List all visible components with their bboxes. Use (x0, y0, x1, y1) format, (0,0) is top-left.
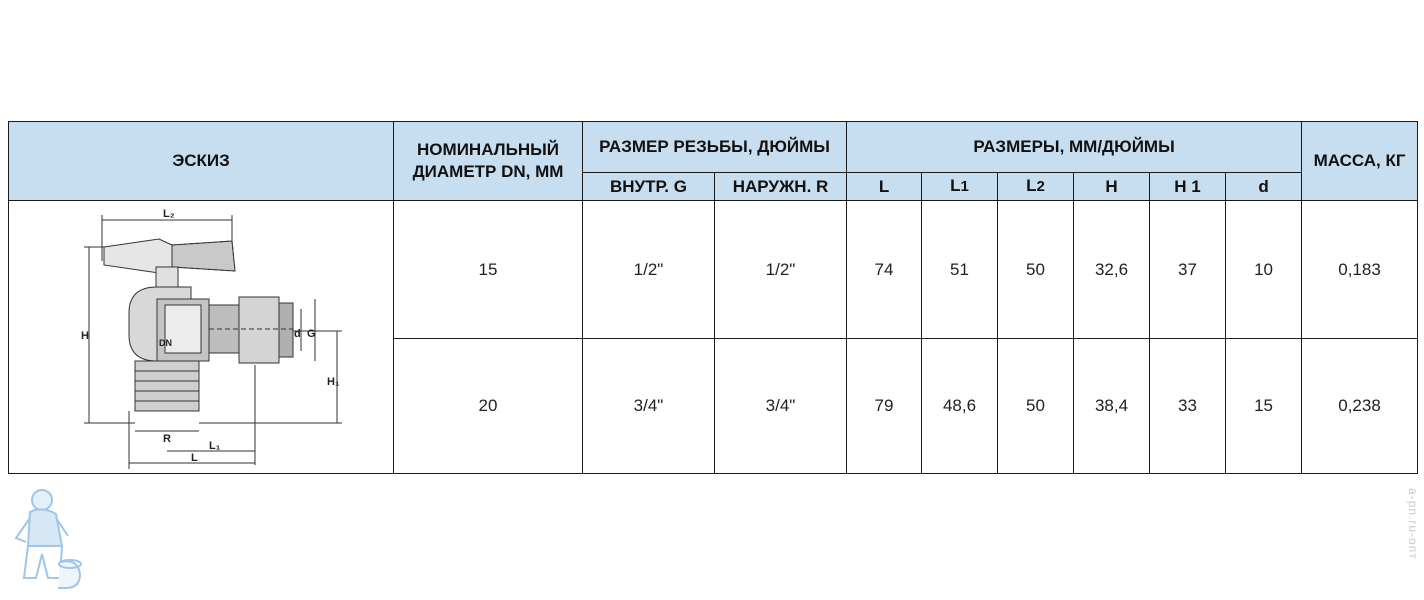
cell-mass: 0,238 (1302, 339, 1418, 474)
header-nominal-diameter: НОМИНАЛЬНЫЙ ДИАМЕТР DN, ММ (394, 122, 583, 201)
cell-dn: 20 (394, 339, 583, 474)
cell-d: 10 (1226, 201, 1302, 339)
cell-H: 38,4 (1074, 339, 1150, 474)
cell-r: 3/4" (715, 339, 847, 474)
cell-mass: 0,183 (1302, 201, 1418, 339)
watermark: a-pn.ru-опт (1406, 488, 1420, 560)
header-thread-outer: НАРУЖН. R (715, 173, 847, 201)
sketch-label-dn: DN (159, 338, 172, 348)
sketch-label-g: G (307, 328, 316, 340)
header-thread-size: РАЗМЕР РЕЗЬБЫ, ДЮЙМЫ (583, 122, 847, 173)
header-mass: МАССА, КГ (1302, 122, 1418, 201)
cell-L: 74 (847, 201, 922, 339)
valve-drawing-icon (9, 201, 393, 473)
cell-L1: 48,6 (922, 339, 998, 474)
sketch-label-l1: L₁ (209, 440, 221, 452)
sketch-label-l2: L₂ (163, 208, 175, 220)
plumber-logo-icon (8, 484, 86, 594)
cell-H: 32,6 (1074, 201, 1150, 339)
sketch-label-h: H (81, 330, 89, 342)
cell-L2: 50 (998, 201, 1074, 339)
cell-L1: 51 (922, 201, 998, 339)
sketch-label-h1: H₁ (327, 376, 340, 388)
header-dim-d: d (1226, 173, 1302, 201)
header-dim-L: L (847, 173, 922, 201)
table-row (9, 201, 1418, 339)
cell-r: 1/2" (715, 201, 847, 339)
valve-sketch (9, 201, 394, 474)
cell-dn: 15 (394, 201, 583, 339)
cell-L2: 50 (998, 339, 1074, 474)
header-sketch: ЭСКИЗ (9, 122, 394, 201)
header-dim-L1: L1 (922, 173, 998, 201)
header-dim-H: H (1074, 173, 1150, 201)
header-dim-H1: H 1 (1150, 173, 1226, 201)
cell-g: 3/4" (583, 339, 715, 474)
sketch-label-l: L (191, 452, 198, 464)
header-dimensions: РАЗМЕРЫ, ММ/ДЮЙМЫ (847, 122, 1302, 173)
cell-d: 15 (1226, 339, 1302, 474)
cell-g: 1/2" (583, 201, 715, 339)
spec-table (8, 121, 1418, 474)
sketch-label-d: d (294, 328, 301, 340)
cell-H1: 37 (1150, 201, 1226, 339)
header-thread-inner: ВНУТР. G (583, 173, 715, 201)
cell-H1: 33 (1150, 339, 1226, 474)
cell-L: 79 (847, 339, 922, 474)
sketch-label-r: R (163, 433, 171, 445)
header-dim-L2: L2 (998, 173, 1074, 201)
